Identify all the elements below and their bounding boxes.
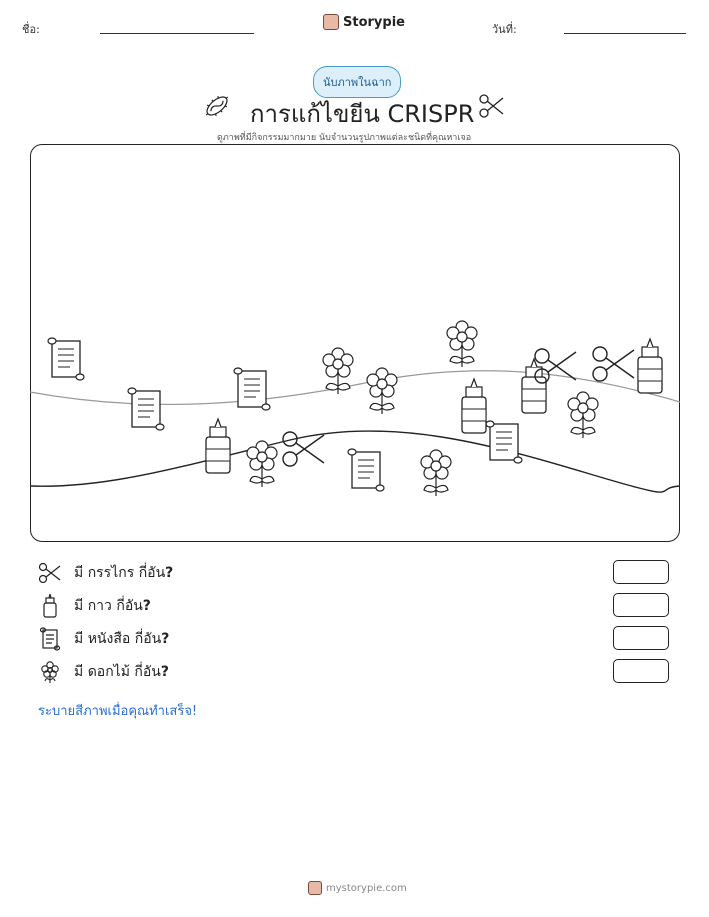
answer-box-glue[interactable] xyxy=(613,593,669,617)
page-subtitle: ดูภาพที่มีกิจกรรมมากมาย นับจำนวนรูปภาพแต่ละชนิดที่คุณหาเจอ xyxy=(217,133,472,143)
scene-illustration xyxy=(30,144,680,542)
scroll-icon xyxy=(38,627,62,651)
page-title: การแก้ไขยีน CRISPR xyxy=(250,100,475,128)
scene-scroll-4 xyxy=(348,449,384,491)
name-label: ชื่อ: xyxy=(22,23,40,36)
question-glue xyxy=(38,594,151,618)
name-line[interactable] xyxy=(100,33,254,34)
footer-url[interactable]: mystorypie.com xyxy=(326,882,407,894)
scene-flower-6 xyxy=(568,392,598,438)
question-scissors xyxy=(38,561,173,585)
scene-flower-4 xyxy=(247,441,277,487)
brand-name: Storypie xyxy=(343,14,405,30)
coloring-note: ระบายสีภาพเมื่อคุณทำเสร็จ! xyxy=(38,704,198,719)
scene-flower-1 xyxy=(323,348,353,394)
scene-glue-3 xyxy=(522,359,546,413)
answer-box-scissors[interactable] xyxy=(613,560,669,584)
scene-scissors-3 xyxy=(593,347,634,381)
footer xyxy=(308,881,407,895)
bacteria-icon xyxy=(202,92,232,120)
storypie-logo-icon xyxy=(323,14,339,30)
question-scroll xyxy=(38,627,169,651)
storypie-logo-icon xyxy=(308,881,322,895)
scissors-icon xyxy=(38,562,62,584)
scene-flower-2 xyxy=(367,368,397,414)
scene-glue-2 xyxy=(462,379,486,433)
glue-icon xyxy=(38,594,62,618)
question-text: มี กรรไกร กี่อัน? xyxy=(74,565,174,581)
scene-scroll-5 xyxy=(486,421,522,463)
scene-flower-3 xyxy=(447,321,477,367)
scene-glue-1 xyxy=(206,419,230,473)
scissors-icon xyxy=(478,92,506,120)
scene-scroll-3 xyxy=(234,368,270,410)
question-text: มี หนังสือ กี่อัน? xyxy=(74,631,170,647)
brand-logo xyxy=(323,14,405,30)
scene-flower-5 xyxy=(421,450,451,496)
date-label: วันที่: xyxy=(492,23,517,36)
scene-glue-4 xyxy=(638,339,662,393)
question-text: มี กาว กี่อัน? xyxy=(74,598,151,614)
date-line[interactable] xyxy=(564,33,686,34)
question-flower xyxy=(38,660,169,684)
scene-scroll-1 xyxy=(48,338,84,380)
answer-box-flower[interactable] xyxy=(613,659,669,683)
scene-scroll-2 xyxy=(128,388,164,430)
flower-icon xyxy=(38,660,62,684)
answer-box-scroll[interactable] xyxy=(613,626,669,650)
question-text: มี ดอกไม้ กี่อัน? xyxy=(74,664,169,680)
activity-badge: นับภาพในฉาก xyxy=(313,66,401,98)
